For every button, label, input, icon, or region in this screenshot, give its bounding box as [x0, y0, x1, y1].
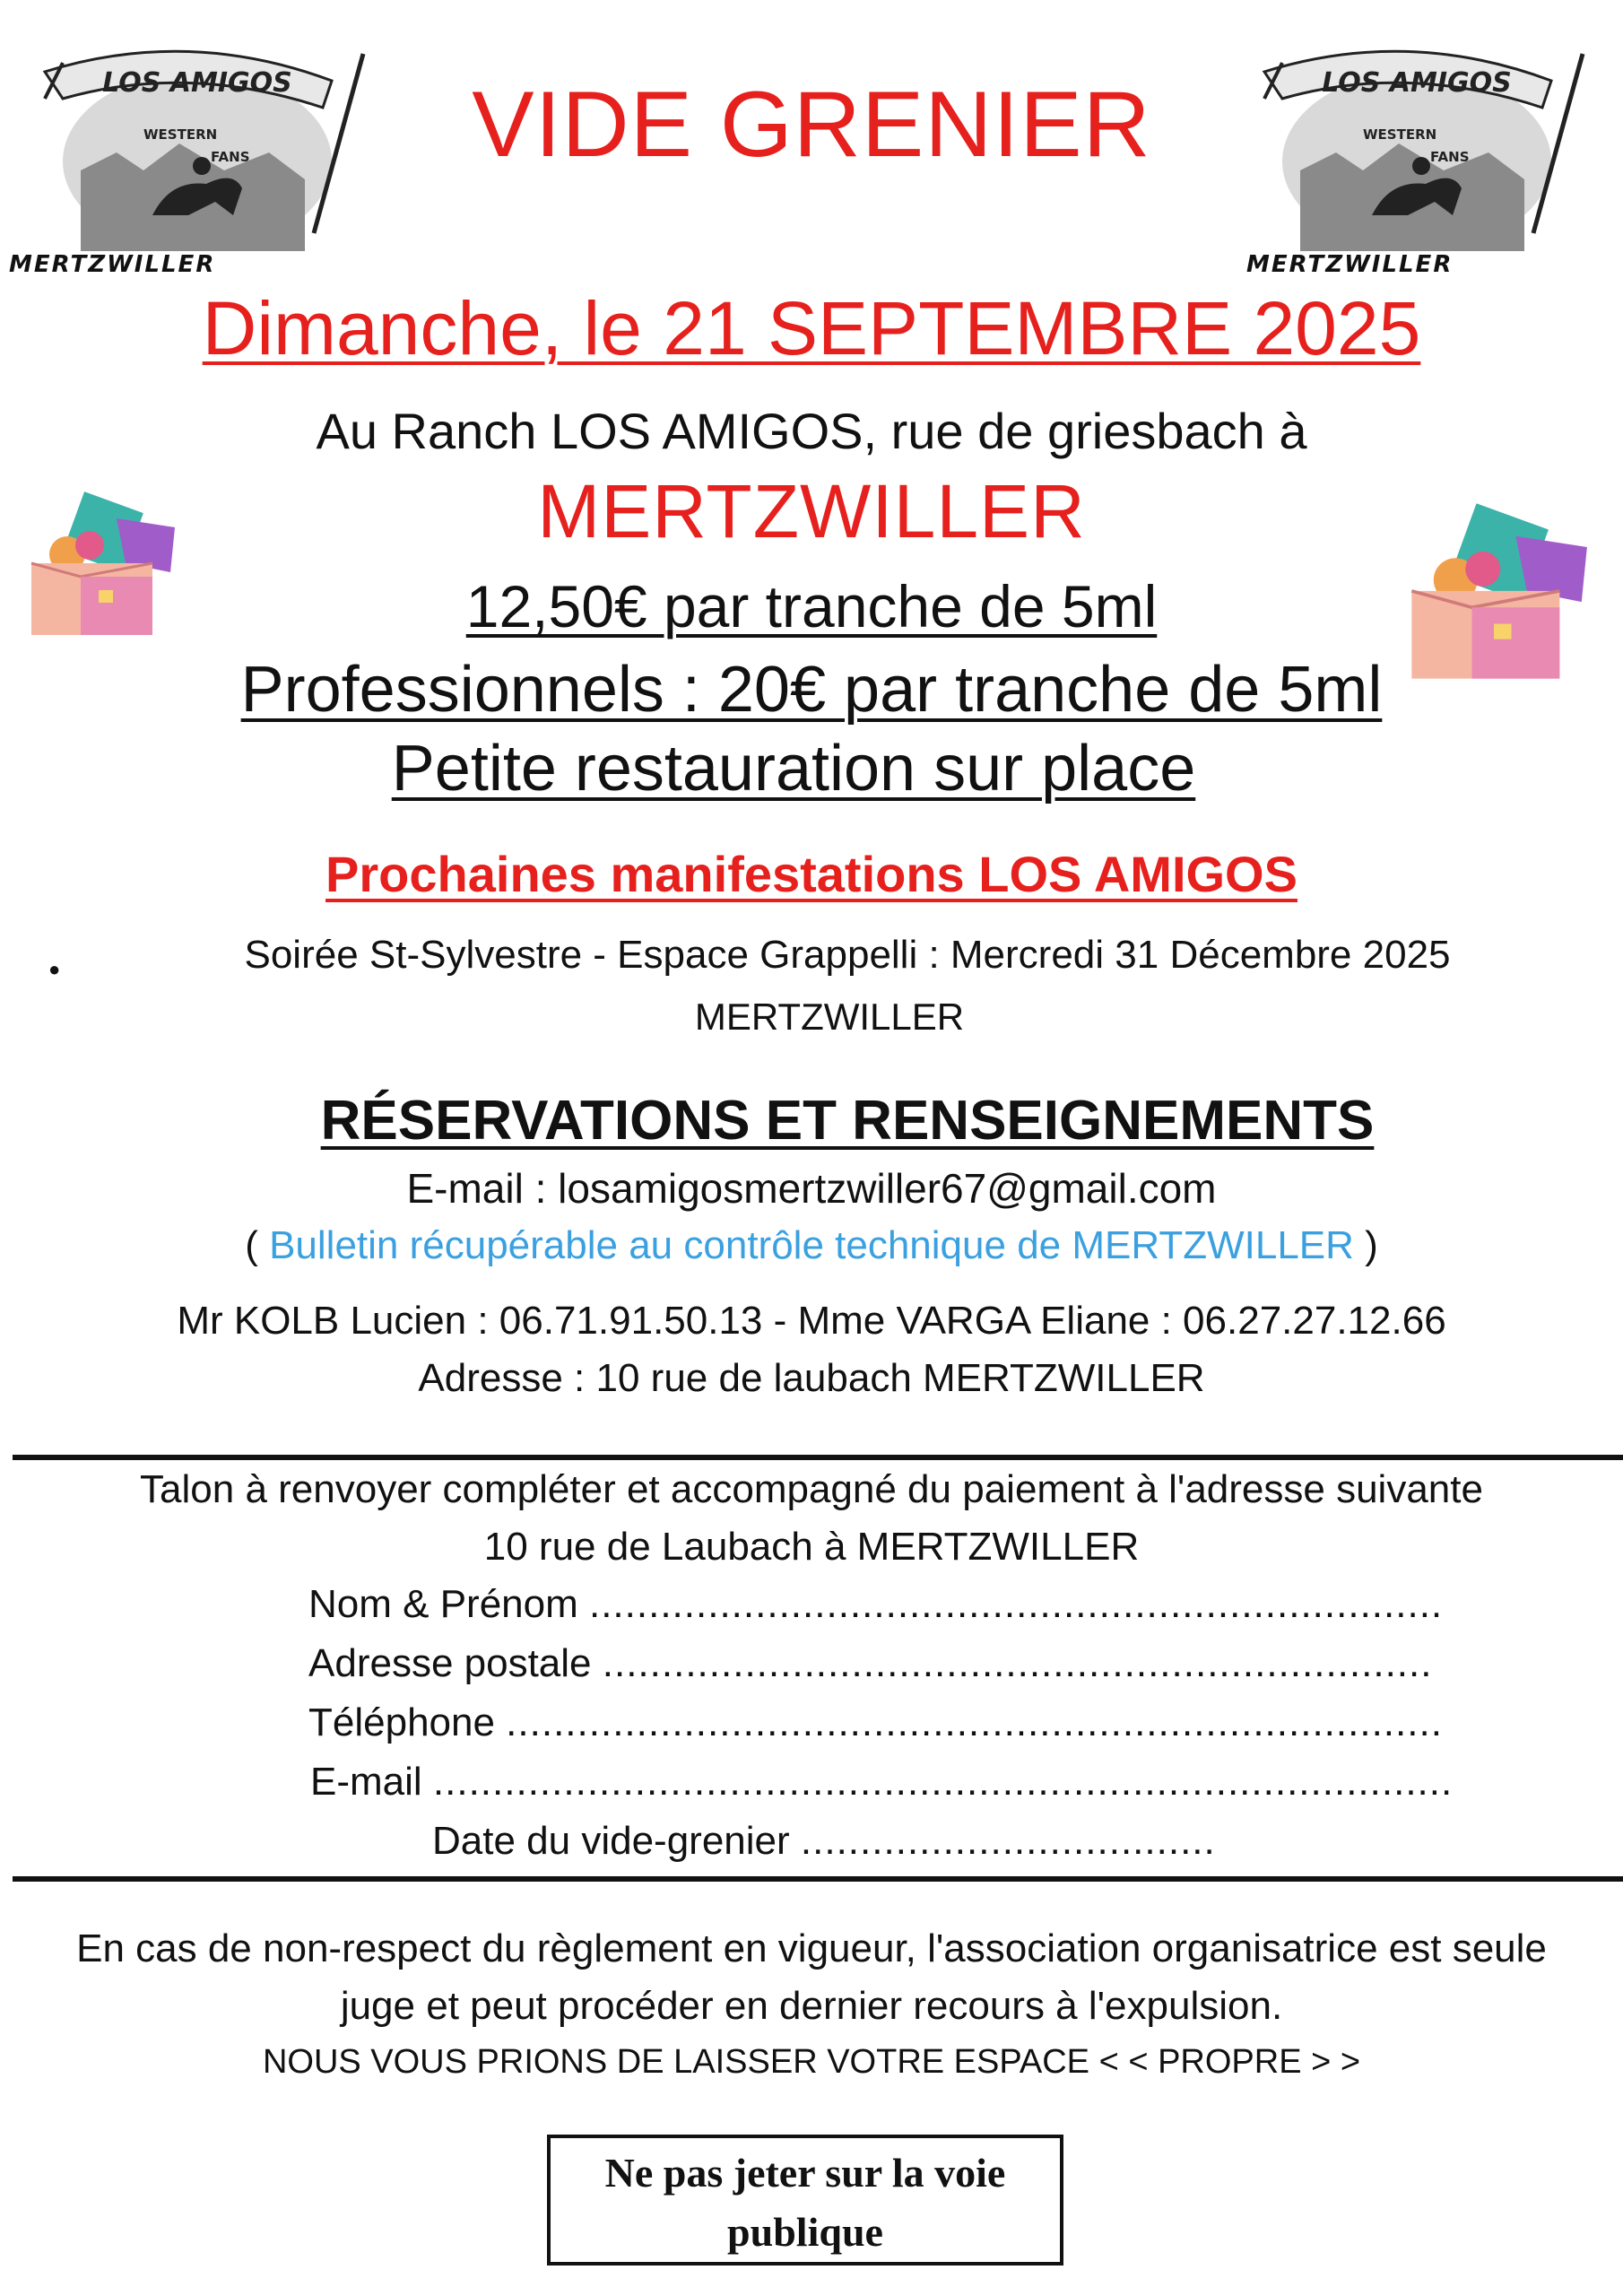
rules-line-1: En cas de non-respect du règlement en vigueur, l'association organisatrice est seule [76, 1926, 1547, 1970]
next-events-heading: Prochaines manifestations LOS AMIGOS [325, 846, 1298, 902]
bulletin-open: ( [245, 1223, 270, 1267]
bulletin-text: Bulletin récupérable au contrôle technique de MERTZWILLER [269, 1223, 1354, 1267]
form-field-dots: ................................... [800, 1819, 1216, 1863]
svg-text:LOS AMIGOS: LOS AMIGOS [1322, 67, 1512, 99]
notice-line-2: publique [727, 2209, 883, 2255]
location-line: Au Ranch LOS AMIGOS, rue de griesbach à [316, 403, 1307, 459]
form-field-phone [308, 1700, 1443, 1745]
event-item: Soirée St-Sylvestre - Espace Grappelli : Mercredi 31 Décembre 2025 [244, 933, 1451, 977]
food-notice: Petite restauration sur place [391, 733, 1196, 804]
location-city: MERTZWILLER [537, 469, 1086, 553]
bulletin-close: ) [1353, 1223, 1378, 1267]
form-field-dots: ...................................................................... [602, 1641, 1433, 1685]
notice-line-1: Ne pas jeter sur la voie [604, 2150, 1006, 2196]
form-field-label: Adresse postale [308, 1641, 603, 1685]
form-intro-address: 10 rue de Laubach à MERTZWILLER [483, 1525, 1140, 1569]
page-title: VIDE GRENIER [472, 73, 1151, 177]
logo-town-text: MERTZWILLER [1246, 251, 1454, 278]
svg-text:LOS AMIGOS: LOS AMIGOS [102, 67, 292, 99]
event-item-city: MERTZWILLER [694, 996, 965, 1038]
svg-text:WESTERN: WESTERN [143, 126, 218, 143]
svg-text:FANS: FANS [1430, 149, 1470, 165]
form-field-email [310, 1760, 1453, 1805]
form-field-address [308, 1641, 1432, 1686]
svg-text:FANS: FANS [211, 149, 250, 165]
litter-notice-box [547, 2135, 1063, 2266]
form-intro: Talon à renvoyer compléter et accompagné du paiement à l'adresse suivante [140, 1467, 1483, 1511]
bullet-icon: ● [48, 958, 61, 980]
form-field-dots: ............................................................................... [506, 1700, 1443, 1744]
svg-text:WESTERN: WESTERN [1363, 126, 1437, 143]
price-standard: 12,50€ par tranche de 5ml [465, 573, 1158, 639]
logo-town-text: MERTZWILLER [9, 251, 216, 278]
contact-address: Adresse : 10 rue de laubach MERTZWILLER [418, 1356, 1205, 1400]
rules-line-2: juge et peut procéder en dernier recours à l'expulsion. [340, 1984, 1283, 2028]
form-field-name [308, 1582, 1443, 1627]
divider-bottom [13, 1876, 1623, 1882]
rules-line-3: NOUS VOUS PRIONS DE LAISSER VOTRE ESPACE < < PROPRE > > [262, 2043, 1361, 2081]
bulletin-note [0, 1223, 1623, 1268]
form-field-dots: ...................................................................................... [432, 1760, 1454, 1804]
reservations-heading: RÉSERVATIONS ET RENSEIGNEMENTS [320, 1090, 1375, 1152]
contact-phones: Mr KOLB Lucien : 06.71.91.50.13 - Mme VARGA Eliane : 06.27.27.12.66 [177, 1299, 1446, 1343]
form-field-label: Téléphone [308, 1700, 507, 1744]
form-field-dots: ........................................................................ [588, 1582, 1444, 1626]
price-professional: Professionnels : 20€ par tranche de 5ml [240, 654, 1383, 726]
form-field-label: Date du vide-grenier [432, 1819, 801, 1863]
event-date: Dimanche, le 21 SEPTEMBRE 2025 [202, 286, 1421, 370]
form-field-label: Nom & Prénom [308, 1582, 589, 1626]
form-field-date [432, 1819, 1216, 1864]
form-field-label: E-mail [310, 1760, 433, 1804]
divider-top [13, 1455, 1623, 1460]
contact-email: E-mail : losamigosmertzwiller67@gmail.com [406, 1165, 1217, 1212]
